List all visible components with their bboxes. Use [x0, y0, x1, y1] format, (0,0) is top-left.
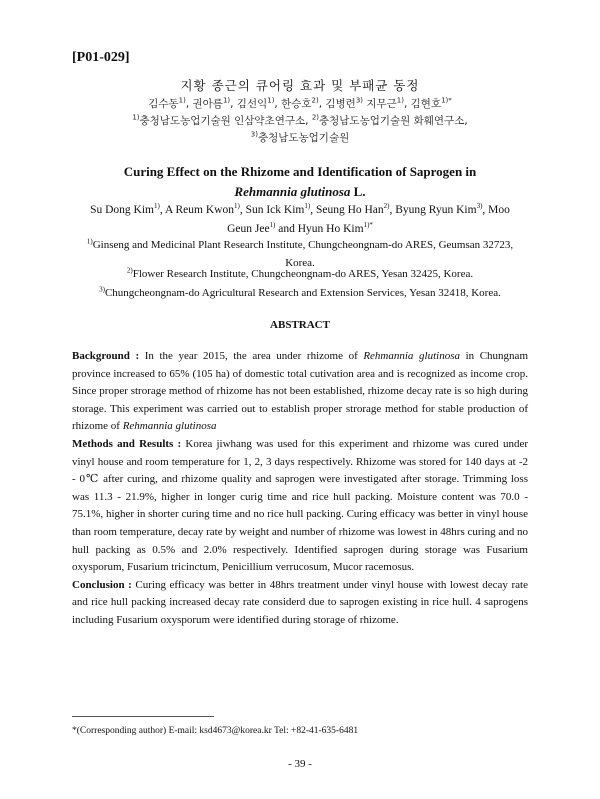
- english-affiliation-1: $^{1)}$Ginseng and Medicinal Plant Research Institute, Chungcheongnam-do ARES, Geumsan 32723, Korea.: [86, 237, 514, 269]
- english-title-line2: Rehmannia glutinosa L.: [234, 184, 366, 199]
- background-paragraph: Background : In the year 2015, the area under rhizome of Rehmannia glutinosa in Chungnam province increased to 65% (105 ha) of domestic total cutivation area and is recognized as income crop. Since proper strorage method of rhizome has not been established, rhizome decay rate is so high during storage. This experiment was carried out to establish proper strorage method for stable production of rhizome of Rehmannia glutinosa: [72, 350, 528, 433]
- english-authors: Su Dong Kim$^{1)}$, A Reum Kwon$^{1)}$, Sun Ick Kim$^{1)}$, Seung Ho Han$^{2)}$, Byung Ryun Kim$^{3)}$, Moo Geun Jee$^{1)}$ and Hyun Ho Kim$^{1)*}$: [90, 202, 510, 235]
- abstract-body: [72, 348, 528, 630]
- species-name: Rehmannia glutinosa: [234, 184, 351, 199]
- footnote-rule: [72, 716, 214, 717]
- footnote: *(Corresponding author) E-mail: ksd4673@korea.kr Tel: +82-41-635-6481: [72, 726, 359, 736]
- korean-affiliation-2: $^{3)}$충청남도농업기술원: [250, 130, 350, 144]
- conclusion-label: Conclusion :: [72, 578, 132, 591]
- korean-title: 지황 종근의 큐어링 효과 및 부패균 동정: [180, 78, 420, 93]
- english-affiliation-3: $^{3)}$Chungcheongnam-do Agricultural Research and Extension Services, Yesan 32418, Korea.: [99, 285, 501, 299]
- methods-label: Methods and Results :: [72, 437, 182, 450]
- abstract-heading: ABSTRACT: [270, 319, 330, 331]
- english-affiliation-2: $^{2)}$Flower Research Institute, Chungcheongnam-do ARES, Yesan 32425, Korea.: [126, 266, 474, 280]
- korean-authors: 김수동$^{1)}$, 권아름$^{1)}$, 김선익$^{1)}$, 한승호$^{2)}$, 김병련$^{3)}$ 지무근$^{1)}$, 김현호$^{1)*}$: [148, 96, 452, 110]
- english-title-line1: Curing Effect on the Rhizome and Identification of Saprogen in: [123, 164, 477, 179]
- methods-paragraph: Methods and Results : Korea jiwhang was used for this experiment and rhizome was cured under vinyl house and room temperature for 1, 2, 3 days respectively. Rhizome was stored for 140 days at -2 - 0℃ after curing, and rhizome quality and saprogen were investigated after storage. Trimming loss was 11.3 - 21.9%, higher in longer curig time and rice hull packing. Moisture content was 70.0 - 75.1%, higher in shorter curing time and no rice hull packing. Curing efficacy was better in vinyl house than room temperature, decay rate by weight and number of rhizome was lowest in 48hrs curing and no hull packing as 0.5% and 2.0% respectively. Identified saprogen during storage was Fusarium oxysporum, Fusarium tricinctum, Penicillium verrucosum, Mucor racemosus.: [72, 437, 528, 574]
- conclusion-paragraph: Conclusion : Curing efficacy was better in 48hrs treatment under vinyl house with lowest decay rate and rice hull packing increased decay rate considerd due to saprogen existing in rice hull. 4 saprogens including Fusarium oxysporum were identified during storage of rhizome.: [72, 578, 528, 626]
- korean-affiliation-1: $^{1)}$충청남도농업기술원 인삼약초연구소, $^{2)}$충청남도농업기술원 화훼연구소,: [132, 113, 468, 127]
- paper-code: [P01-029]: [72, 50, 130, 65]
- background-label: Background :: [72, 350, 140, 362]
- page-number: - 39 -: [288, 758, 312, 770]
